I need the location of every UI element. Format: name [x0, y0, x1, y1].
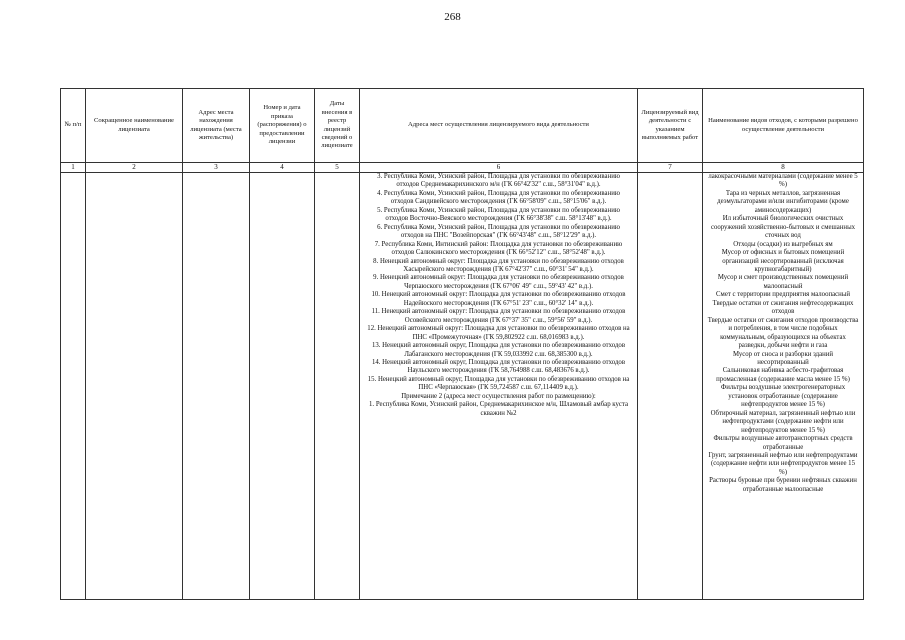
- waste-type-entry: Мусор от сноса и разборки зданий несортированный: [732, 350, 834, 366]
- page-number: 268: [444, 11, 461, 23]
- address-entry: 13. Ненецкий автономный округ, Площадка для установки по обезвреживанию отходов Лабаганского месторождения (ГК 59,033992 с.ш. 68,385300 в.д.).: [371, 342, 626, 358]
- header-activity-addresses: Адреса мест осуществления лицензируемого вида деятельности: [360, 89, 638, 163]
- header-licensee-name: Сокращенное наименование лицензиата: [86, 89, 183, 163]
- waste-type-entry: Обтирочный материал, загрязненный нефтью или нефтепродуктами (содержание нефти или нефтепродуктов менее 15 %): [710, 409, 856, 434]
- column-number-row: [61, 163, 864, 173]
- column-number: 1: [61, 163, 86, 173]
- address-entry: 8. Ненецкий автономный округ: Площадка для установки по обезвреживанию отходов Хасырейского месторождения (ГК 67°42'37" с.ш., 60°31' 54" в.д.).: [373, 257, 624, 273]
- address-entry: 3. Республика Коми, Усинский район, Площадка для установки по обезвреживанию отходов Среднемакарихинского м/н (ГК 66°42'32" с.ш., 58°31'04" в.д.).: [377, 173, 620, 189]
- header-index: № п/п: [61, 89, 86, 163]
- column-number: 6: [360, 163, 638, 173]
- address-entry: 11. Ненецкий автономный округ: Площадка для установки по обезвреживанию отходов Осовейского месторождения (ГК 67°37' 35" с.ш., 59°56' 59" в.д.).: [371, 308, 626, 324]
- address-entry: 7. Республика Коми, Интинский район: Площадка для установки по обезвреживанию отходов Салюкинского месторождения (ГК 66°52'12" с.ш., 58°52'48" в.д.).: [374, 240, 623, 257]
- waste-type-entry: Ил избыточный биологических очистных сооружений хозяйственно-бытовых и смешанных сточных вод: [710, 215, 856, 240]
- address-entry: 6. Республика Коми, Усинский район, Площадка для установки по обезвреживанию отходов на ПНС "Возейпорская" (ГК 66°43'48" с.ш., 58°12'29" в.д.).: [377, 223, 620, 240]
- address-entry: 15. Ненецкий автономный округ, Площадка для установки по обезвреживанию отходов на ПНС «Черпаюская» (ГК 59,724587 с.ш. 67,114409 в.д.).: [367, 375, 630, 392]
- waste-type-entry: Сальниковая набивка асбесто-графитовая промасленная (содержание масла менее 15 %): [716, 367, 850, 383]
- header-registry-dates: Даты внесения в реестр лицензий сведений о лицензиате: [315, 89, 360, 163]
- column-number: 3: [183, 163, 250, 173]
- license-registry-table: [60, 88, 864, 600]
- column-number: 2: [86, 163, 183, 173]
- address-entry: 5. Республика Коми, Усинский район, Площадка для установки по обезвреживанию отходов Восточно-Веяского месторождения (ГК 66°38'38" с.ш. 58°13'48" в.д.).: [377, 206, 620, 223]
- cell-licensee-name: [86, 173, 183, 600]
- address-entry: 12. Ненецкий автономный округ: Площадка для установки по обезвреживанию отходов на ПНС «Промежуточная» (ГК 59,802922 с.ш. 68,016983 в.д.).: [367, 325, 630, 341]
- cell-licensee-address: [183, 173, 250, 600]
- waste-type-entry: лакокрасочными материалами (содержание менее 5 %): [708, 173, 858, 189]
- cell-order-number-date: [250, 173, 315, 600]
- waste-type-entry: Грунт, загрязненный нефтью или нефтепродуктами (содержание нефти или нефтепродуктов менее 15 %): [708, 451, 858, 476]
- note-heading: Примечание 2 (адреса мест осуществления работ по размещению):: [401, 392, 596, 400]
- column-number: 4: [250, 163, 315, 173]
- address-entry: 10. Ненецкий автономный округ: Площадка для установки по обезвреживанию отходов Надейюского месторождения (ГК 67°51' 23" с.ш., 60°32' 14" в.д.).: [371, 291, 626, 307]
- header-row: [61, 89, 864, 163]
- address-entry: 1. Республика Коми, Усинский район, Среднемакарихинское м/н, Шламовый амбар куста скважин №2: [369, 401, 628, 417]
- waste-type-entry: Тара из черных металлов, загрязненная деэмульгаторами и/или ингибиторами (кроме аминосодержащих): [717, 189, 849, 214]
- address-entry: 14. Ненецкий автономный округ, Площадка для установки по обезвреживанию отходов Наульского месторождения (ГК 58,764988 с.ш. 68,483676 в.д.).: [371, 358, 626, 375]
- waste-type-entry: Мусор от офисных и бытовых помещений организаций несортированный (исключая крупногабаритный): [721, 249, 845, 273]
- cell-index: [61, 173, 86, 600]
- header-order-number-date: Номер и дата приказа (распоряжения) о предоставлении лицензии: [250, 89, 315, 163]
- column-number: 8: [703, 163, 864, 173]
- cell-licensed-activity: [638, 173, 703, 600]
- address-entry: 4. Республика Коми, Усинский район, Площадка для установки по обезвреживанию отходов Сандивейского месторождения (ГК 66°58'09" с.ш., 58°15'06" в.д.).: [377, 189, 620, 206]
- waste-type-entry: Твердые остатки от сжигания отходов производства и потребления, в том числе подобных коммунальным, образующихся на объектах разведки, добычи нефти и газа: [707, 316, 859, 350]
- waste-type-entry: Фильтры воздушные электрогенераторных установок отработанные (содержание нефтепродуктов менее 15 %): [720, 384, 846, 409]
- waste-type-entry: Фильтры воздушные автотранспортных средств отработанные: [713, 435, 853, 451]
- waste-type-entry: Растворы буровые при бурении нефтяных скважин отработанные малоопасные: [709, 477, 857, 493]
- column-number: 7: [638, 163, 703, 173]
- header-waste-types: Наименование видов отходов, с которыми разрешено осуществление деятельности: [703, 89, 864, 163]
- waste-type-entry: Смет с территории предприятия малоопасный: [716, 291, 850, 299]
- column-number: 5: [315, 163, 360, 173]
- header-licensee-address: Адрес места нахождения лицензиата (места жительства): [183, 89, 250, 163]
- header-licensed-activity: Лицензируемый вид деятельности с указанием выполняемых работ: [638, 89, 703, 163]
- waste-type-entry: Отходы (осадки) из выгребных ям: [733, 240, 833, 248]
- waste-type-entry: Мусор и смет производственных помещений малоопасный: [717, 274, 849, 290]
- address-entry: 9. Ненецкий автономный округ: Площадка для установки по обезвреживанию отходов Черпаюского месторождения (ГК 67°06' 49" с.ш., 59°43' 42" в.д.).: [373, 274, 624, 290]
- cell-waste-types: [703, 173, 864, 600]
- waste-type-entry: Твердые остатки от сжигания нефтесодержащих отходов: [712, 299, 854, 316]
- cell-activity-addresses: [360, 173, 638, 600]
- cell-registry-dates: [315, 173, 360, 600]
- table-row: [61, 173, 864, 600]
